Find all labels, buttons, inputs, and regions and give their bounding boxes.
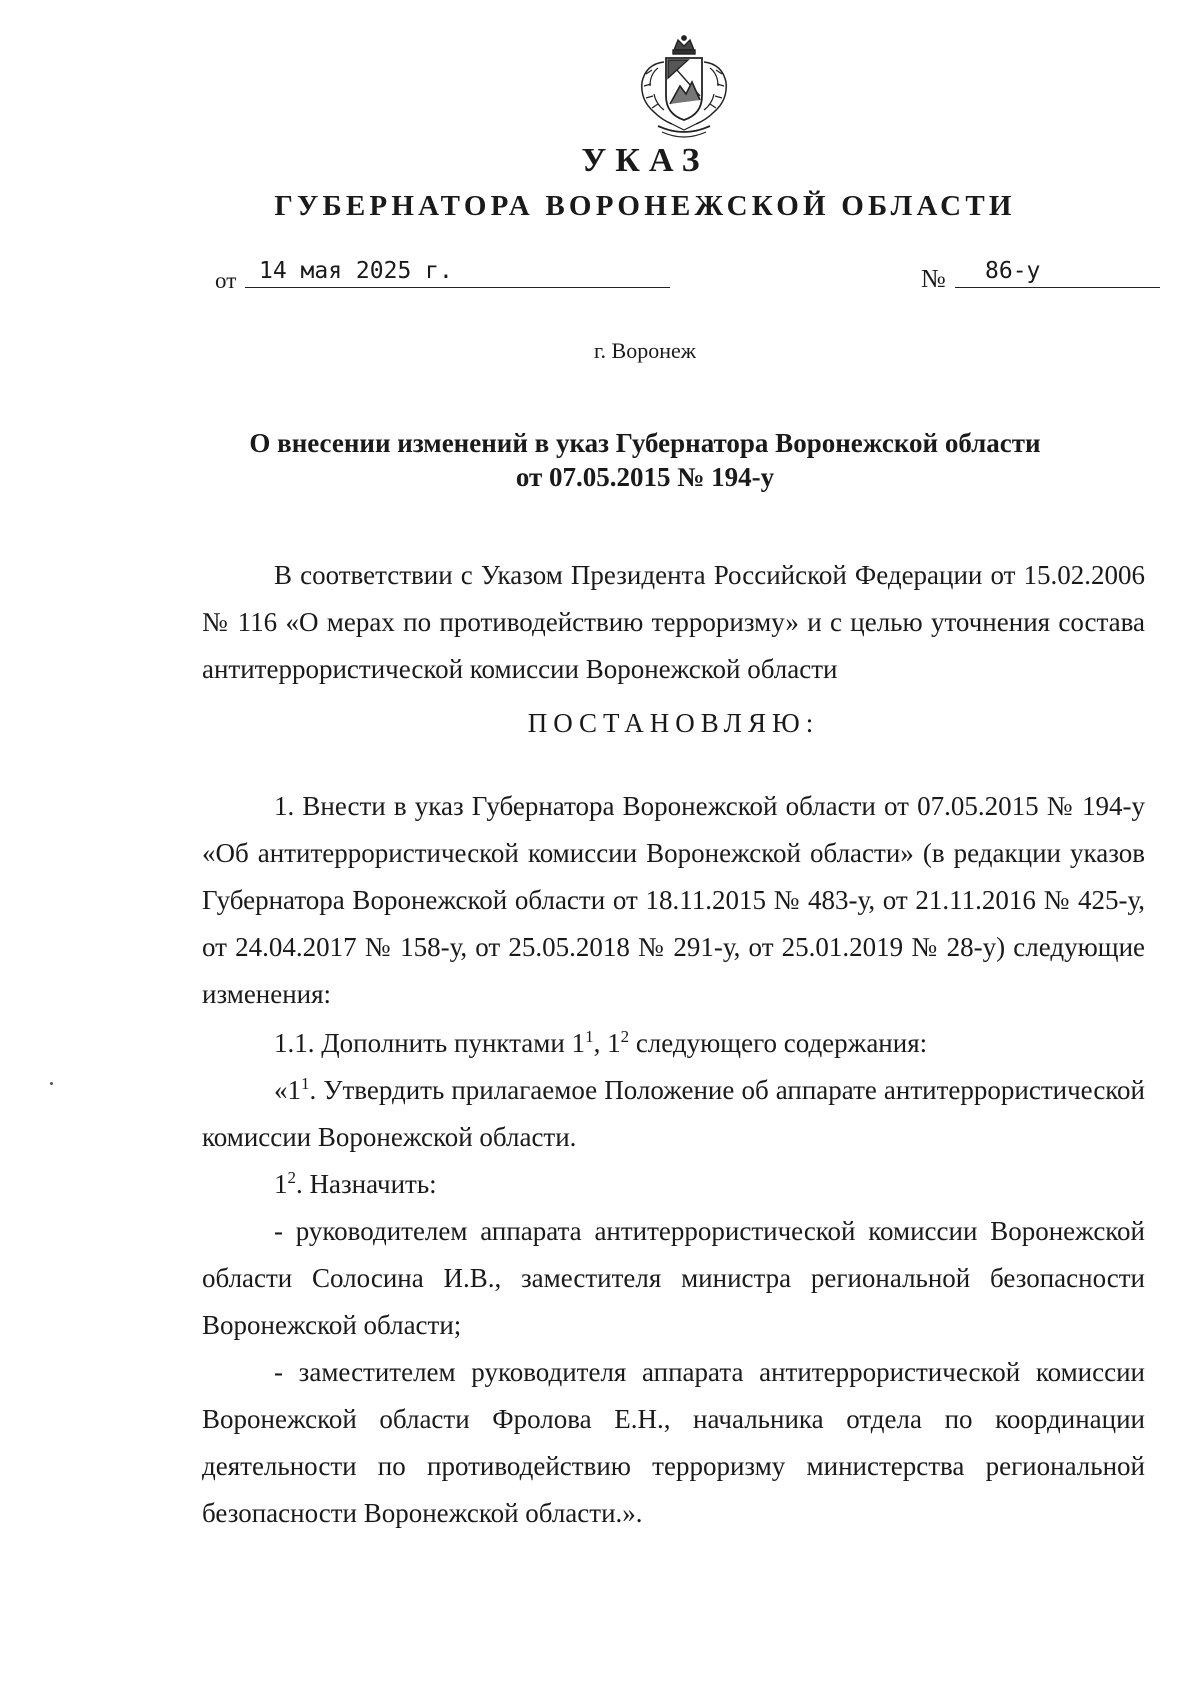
appointment-1-paragraph: - руководителем аппарата антитеррористической комиссии Воронежской области Солосина И.В., заместителя министра региональной безопасности Воронежской области;	[202, 1216, 1145, 1340]
decree-word: ПОСТАНОВЛЯЮ:	[527, 708, 820, 738]
number-prefix: №	[921, 264, 946, 293]
point-1-2-prefix: 1	[274, 1169, 288, 1199]
item-1-1-suffix: следующего содержания:	[629, 1028, 928, 1058]
preamble-paragraph: В соответствии с Указом Президента Российской Федерации от 15.02.2006 № 116 «О мерах по противодействию терроризму» и с целью уточнения состава антитеррористической комиссии Воронежской области	[202, 560, 1145, 684]
item-1-1-sup-1: 1	[585, 1027, 594, 1046]
decree-word-block	[202, 700, 1145, 747]
appointment-2-block	[202, 1349, 1145, 1537]
point-1-1-paragraph	[202, 1067, 1145, 1161]
point-1-1-block	[202, 1067, 1145, 1161]
point-1-1-prefix: «1	[274, 1075, 301, 1105]
document-number: 86-у	[955, 258, 1160, 288]
item-1-1-paragraph	[202, 1020, 1145, 1067]
item-1-block	[202, 783, 1145, 1018]
coat-of-arms-emblem	[628, 34, 740, 146]
appointment-2-paragraph: - заместителем руководителя аппарата антитеррористической комиссии Воронежской области Фролова Е.Н., начальника отдела по координации деятельности по противодействию терроризму министерства региональной безопасности Воронежской области.».	[202, 1357, 1145, 1528]
document-type: УКАЗ	[581, 142, 709, 179]
point-1-2-paragraph	[202, 1161, 1145, 1208]
appointment-1-block	[202, 1208, 1145, 1349]
issue-city: г. Воронеж	[594, 338, 696, 363]
item-1-1-prefix: 1.1. Дополнить пунктами 1	[274, 1028, 586, 1058]
title-line-2: от 07.05.2015 № 194-у	[515, 462, 775, 492]
point-1-2-sup: 2	[287, 1168, 296, 1187]
title-line-1: О внесении изменений в указ Губернатора Воронежской области	[249, 428, 1041, 458]
item-1-paragraph: 1. Внести в указ Губернатора Воронежской области от 07.05.2015 № 194-у «Об антитеррористической комиссии Воронежской области» (в редакции указов Губернатора Воронежской области от 18.11.2015 № 483-у, от 21.11.2016 № 425-у, от 24.04.2017 № 158-у, от 25.05.2018 № 291-у, от 25.01.2019 № 28-у) следующие изменения:	[202, 791, 1145, 1009]
point-1-2-text: . Назначить:	[296, 1169, 437, 1199]
item-1-1-mid: , 1	[593, 1028, 621, 1058]
document-issuer: ГУБЕРНАТОРА ВОРОНЕЖСКОЙ ОБЛАСТИ	[274, 190, 1016, 222]
point-1-1-text: . Утвердить прилагаемое Положение об аппарате антитеррористической комиссии Воронежской области.	[202, 1075, 1145, 1152]
point-1-1-sup: 1	[301, 1074, 310, 1093]
date-number-row	[215, 258, 1160, 298]
point-1-2-block	[202, 1161, 1145, 1208]
document-title	[0, 426, 1200, 494]
date-prefix: от	[215, 268, 237, 293]
item-1-1-sup-2: 2	[620, 1027, 630, 1046]
preamble-block	[202, 552, 1145, 693]
document-date: 14 мая 2025 г.	[245, 258, 670, 288]
item-1-1-block	[202, 1020, 1145, 1067]
scan-speck	[50, 1082, 53, 1085]
